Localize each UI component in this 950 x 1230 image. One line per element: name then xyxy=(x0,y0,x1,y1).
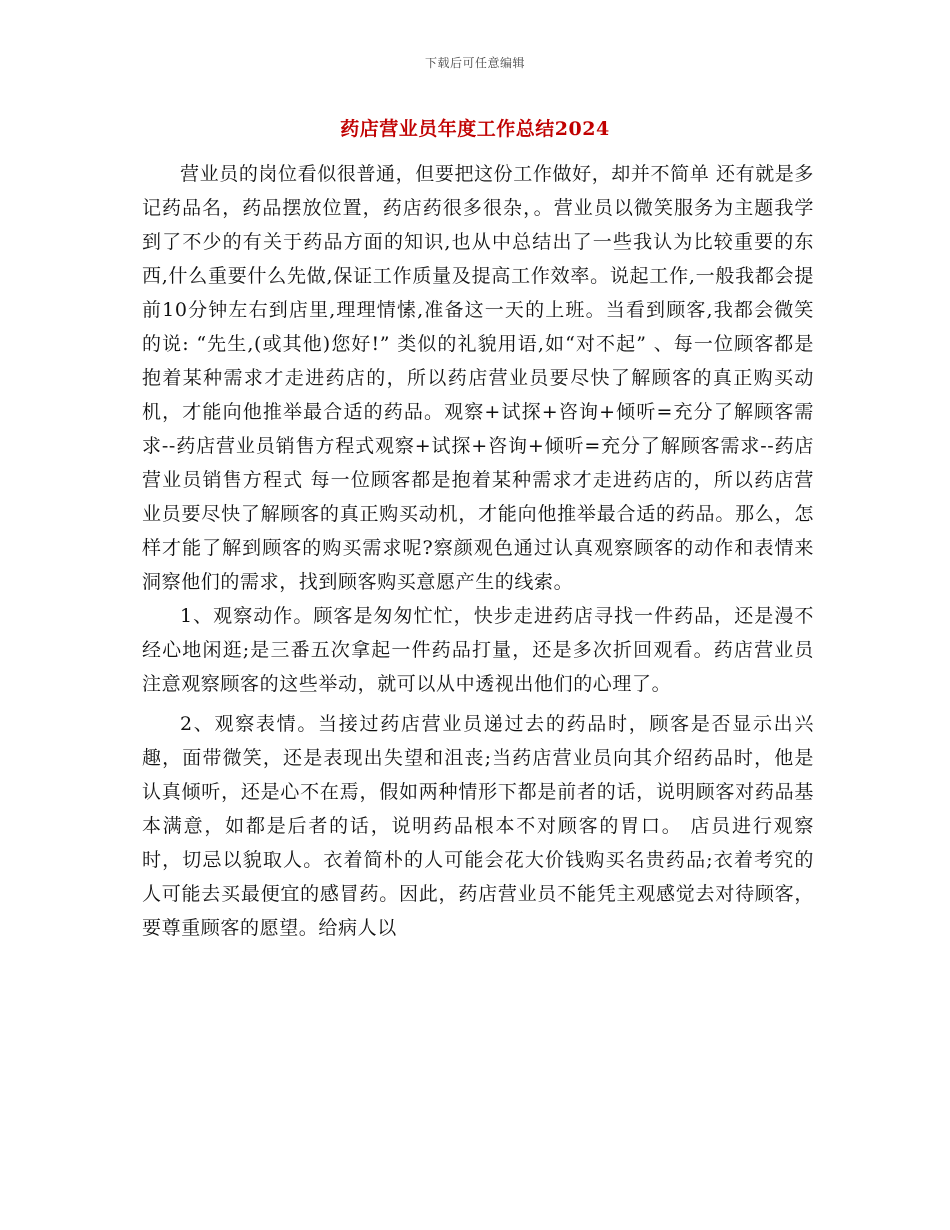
paragraph-observe-expressions: 2、观察表情。当接过药店营业员递过去的药品时，顾客是否显示出兴趣，面带微笑，还是表现出失望和沮丧;当药店营业员向其介绍药品时，他是认真倾听，还是心不在焉，假如两种情形下都是前者的话，说明顾客对药品基本满意，如都是后者的话，说明药品根本不对顾客的胃口。 店员进行观察时，切忌以貌取人。衣着简朴的人可能会花大价钱购买名贵药品;衣着考究的人可能去买最便宜的感冒药。因此，药店营业员不能凭主观感觉去对待顾客，要尊重顾客的愿望。给病人以 xyxy=(142,713,814,939)
paragraph-observe-actions: 1、观察动作。顾客是匆匆忙忙，快步走进药店寻找一件药品，还是漫不经心地闲逛;是三番五次拿起一件药品打量，还是多次折回观看。药店营业员注意观察顾客的这些举动，就可以从中透视出他们的心理了。 xyxy=(142,605,814,695)
paragraph-intro: 营业员的岗位看似很普通，但要把这份工作做好，却并不简单 还有就是多记药品名，药品摆放位置，药店药很多很杂，。营业员以微笑服务为主题我学到了不少的有关于药品方面的知识,也从中总结出了一些我认为比较重要的东西,什么重要什么先做,保证工作质量及提高工作效率。说起工作,一般我都会提前10分钟左右到店里,理理情愫,准备这一天的上班。当看到顾客,我都会微笑的说: “先生,(或其他)您好!” 类似的礼貌用语,如“对不起” 、每一位顾客都是抱着某种需求才走进药店的，所以药店营业员要尽快了解顾客的真正购买动机，才能向他推举最合适的药品。观察+试探+咨询+倾听=充分了解顾客需求--药店营业员销售方程式观察+试探+咨询+倾听=充分了解顾客需求--药店营业员销售方程式 每一位顾客都是抱着某种需求才走进药店的，所以药店营业员要尽快了解顾客的真正购买动机，才能向他推举最合适的药品。那么，怎样才能了解到顾客的购买需求呢?察颜观色通过认真观察顾客的动作和表情来洞察他们的需求，找到顾客购买意愿产生的线索。 xyxy=(142,163,814,593)
document-title: 药店营业员年度工作总结2024 xyxy=(340,118,610,140)
page-header-note: 下载后可任意编辑 xyxy=(424,56,525,70)
document-body xyxy=(142,157,814,951)
